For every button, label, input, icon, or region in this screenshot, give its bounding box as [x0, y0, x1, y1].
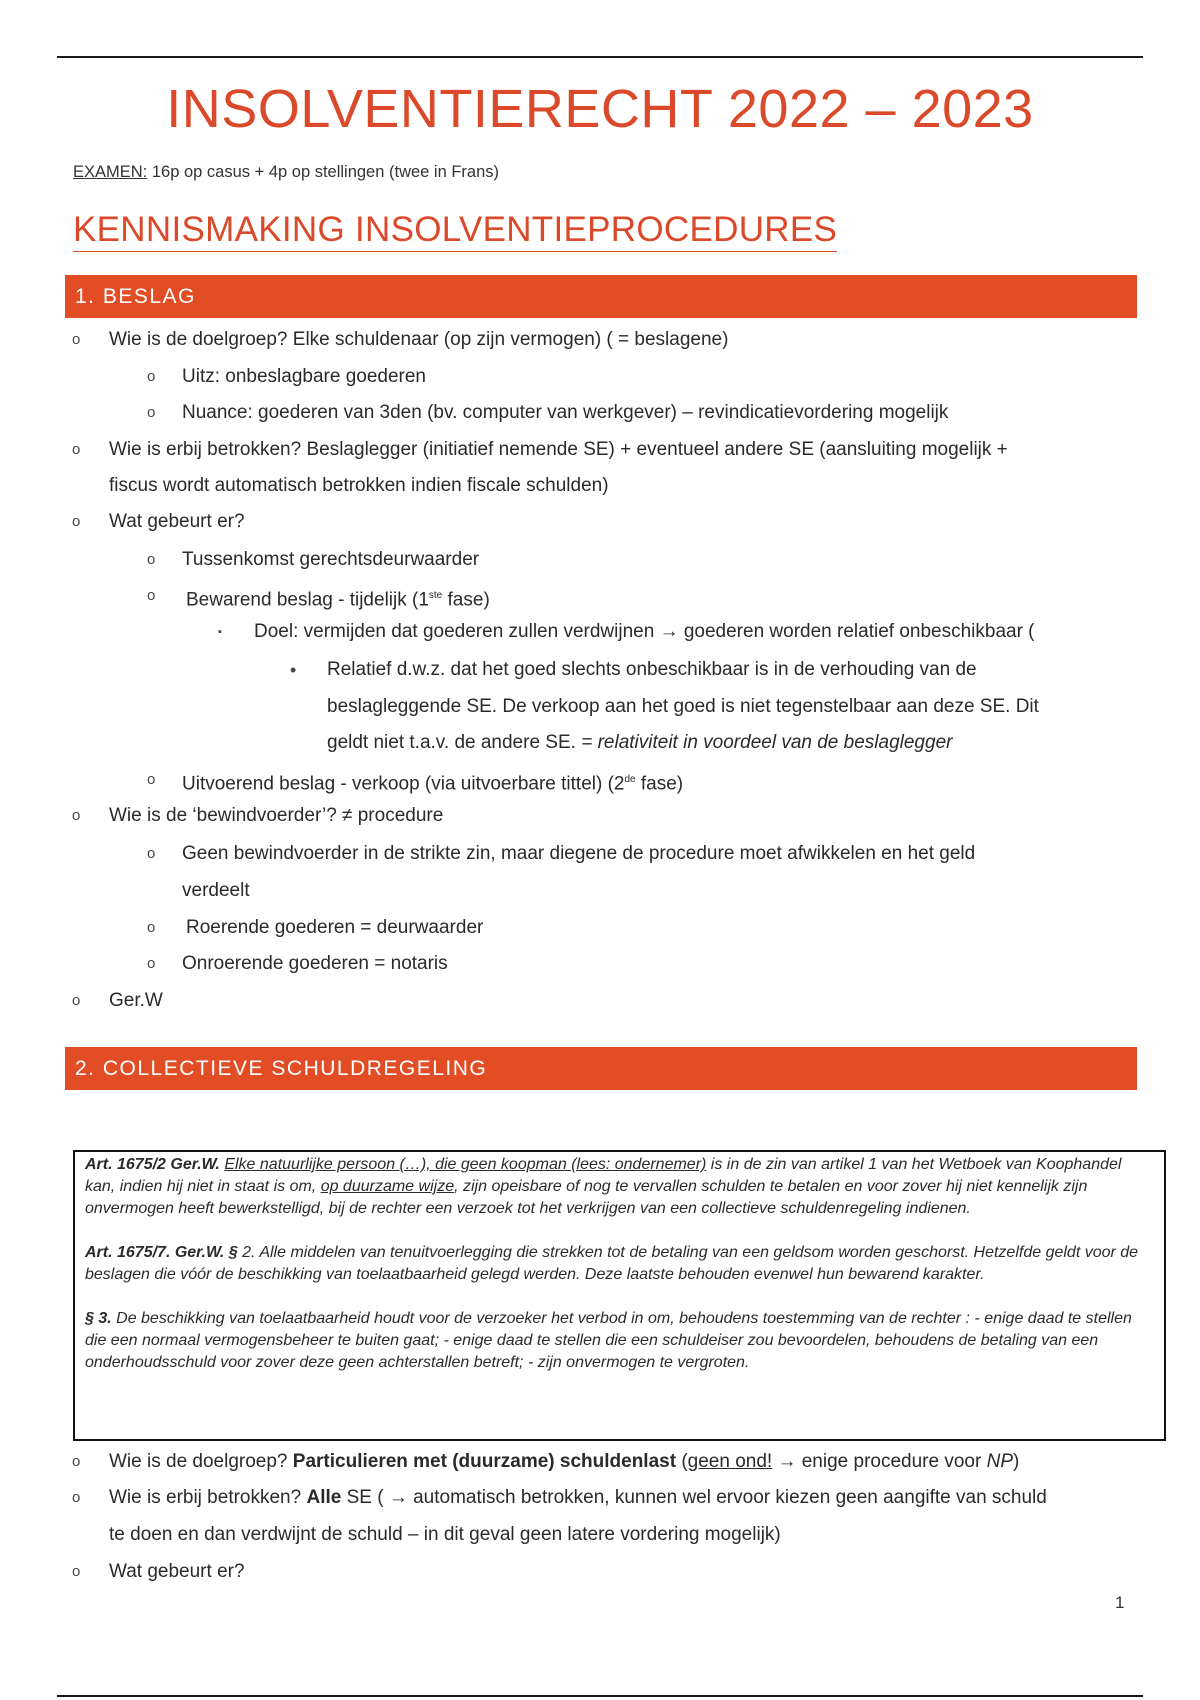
bullet-circle: o	[147, 368, 156, 385]
bullet-circle: o	[147, 955, 156, 972]
bullet-circle: o	[72, 992, 81, 1009]
beslag-geen-line1: Geen bewindvoerder in de strikte zin, maar diegene de procedure moet afwikkelen en het geld	[182, 843, 976, 864]
bullet-circle: o	[72, 1563, 81, 1580]
beslag-uitz: Uitz: onbeslagbare goederen	[182, 366, 427, 387]
beslag-betrokken-line1: Wie is erbij betrokken? Beslaglegger (initiatief nemende SE) + eventueel andere SE (aansluiting mogelijk +	[109, 439, 1008, 460]
beslag-bewindvoerder: Wie is de ‘bewindvoerder’? ≠ procedure	[109, 805, 444, 826]
beslag-geen-line2: verdeelt	[182, 880, 250, 901]
beslag-relatief-line1: Relatief d.w.z. dat het goed slechts onbeschikbaar is in de verhouding van de	[327, 659, 977, 680]
beslag-doelgroep: Wie is de doelgroep? Elke schuldenaar (op zijn vermogen) ( = beslagene)	[109, 329, 729, 350]
article-1675-7-par3: § 3. De beschikking van toelaatbaarheid houdt voor de verzoeker het verbod in om, behoudens toestemming van de rechter : - enige daad te stellen die een normaal vermogensbeheer te buiten gaat; - enige daad te stellen die een schuldeiser zou bevoordelen, behoudens de betaling van een onderhoudsschuld voor zover deze geen achterstallen betreft; - zijn onvermogen te vergroten.	[85, 1310, 1132, 1371]
bullet-dot: •	[290, 660, 297, 680]
bullet-circle: o	[147, 404, 156, 421]
beslag-gerw: Ger.W	[109, 990, 163, 1011]
document-title: INSOLVENTIERECHT 2022 – 2023	[166, 79, 1034, 139]
bullet-circle: o	[72, 807, 81, 824]
exam-text: 16p op casus + 4p op stellingen (twee in Frans)	[147, 163, 500, 181]
bullet-circle: o	[147, 845, 156, 862]
bullet-circle: o	[72, 331, 81, 348]
legal-text-box	[73, 1150, 1166, 1441]
beslag-gebeurt: Wat gebeurt er?	[109, 511, 245, 532]
csr-doelgroep: Wie is de doelgroep? Particulieren met (duurzame) schuldenlast (geen ond! → enige procedure voor NP)	[109, 1451, 1020, 1472]
bullet-circle: o	[72, 1453, 81, 1470]
section-heading: KENNISMAKING INSOLVENTIEPROCEDURES	[73, 210, 837, 252]
beslag-uitvoerend: Uitvoerend beslag - verkoop (via uitvoerbare tittel) (2de fase)	[182, 773, 684, 795]
bullet-circle: o	[72, 513, 81, 530]
beslag-relatief-line3: geldt niet t.a.v. de andere SE. = relativiteit in voordeel van de beslaglegger	[327, 732, 953, 753]
bullet-square: ▪	[218, 626, 222, 638]
bullet-circle: o	[147, 551, 156, 568]
article-1675-7-par2: Art. 1675/7. Ger.W. § 2. Alle middelen van tenuitvoerlegging die strekken tot de betaling van een geldsom worden geschorst. Hetzelfde geldt voor de beslagen die vóór de beschikking van toelaatbaarheid gelegd werden. Deze laatste behouden evenwel hun bewarend karakter.	[85, 1244, 1139, 1283]
csr-betrokken-line1: Wie is erbij betrokken? Alle SE ( → automatisch betrokken, kunnen wel ervoor kiezen geen aangifte van schuld	[109, 1487, 1047, 1508]
beslag-doel: Doel: vermijden dat goederen zullen verdwijnen → goederen worden relatief onbeschikbaar (	[254, 621, 1035, 642]
beslag-nuance: Nuance: goederen van 3den (bv. computer van werkgever) – revindicatievordering mogelijk	[182, 402, 949, 423]
beslag-bewarend: Bewarend beslag - tijdelijk (1ste fase)	[186, 589, 490, 611]
bottom-rule	[57, 1695, 1143, 1697]
article-1675-2: Art. 1675/2 Ger.W. Elke natuurlijke persoon (…), die geen koopman (lees: ondernemer) is in de zin van artikel 1 van het Wetboek van Koophandel kan, indien hij niet in staat is om, op duurzame wijze, zijn opeisbare of nog te vervallen schulden te betalen en voor zover hij niet kennelijk zijn onvermogen heeft bewerkstelligd, bij de rechter een verzoek tot het verkrijgen van een collectieve schuldenregeling indienen.	[85, 1156, 1122, 1217]
section-band-beslag: 1. BESLAG	[65, 275, 1137, 318]
csr-gebeurt: Wat gebeurt er?	[109, 1561, 245, 1582]
exam-label: EXAMEN:	[73, 163, 148, 181]
csr-betrokken-line2: te doen en dan verdwijnt de schuld – in dit geval geen latere vordering mogelijk)	[109, 1524, 781, 1545]
bullet-circle: o	[147, 587, 156, 604]
beslag-relatief-line2: beslagleggende SE. De verkoop aan het goed is niet tegenstelbaar aan deze SE. Dit	[327, 696, 1039, 717]
page-number: 1	[1115, 1593, 1125, 1612]
top-rule	[57, 56, 1143, 58]
bullet-circle: o	[147, 919, 156, 936]
bullet-circle: o	[72, 1489, 81, 1506]
beslag-betrokken-line2: fiscus wordt automatisch betrokken indien fiscale schulden)	[109, 475, 609, 496]
exam-note	[73, 163, 499, 182]
section-band-csr: 2. COLLECTIEVE SCHULDREGELING	[65, 1047, 1137, 1090]
beslag-onroerende: Onroerende goederen = notaris	[182, 953, 448, 974]
bullet-circle: o	[147, 771, 156, 788]
beslag-tussenkomst: Tussenkomst gerechtsdeurwaarder	[182, 549, 480, 570]
beslag-roerende: Roerende goederen = deurwaarder	[186, 917, 484, 938]
bullet-circle: o	[72, 441, 81, 458]
